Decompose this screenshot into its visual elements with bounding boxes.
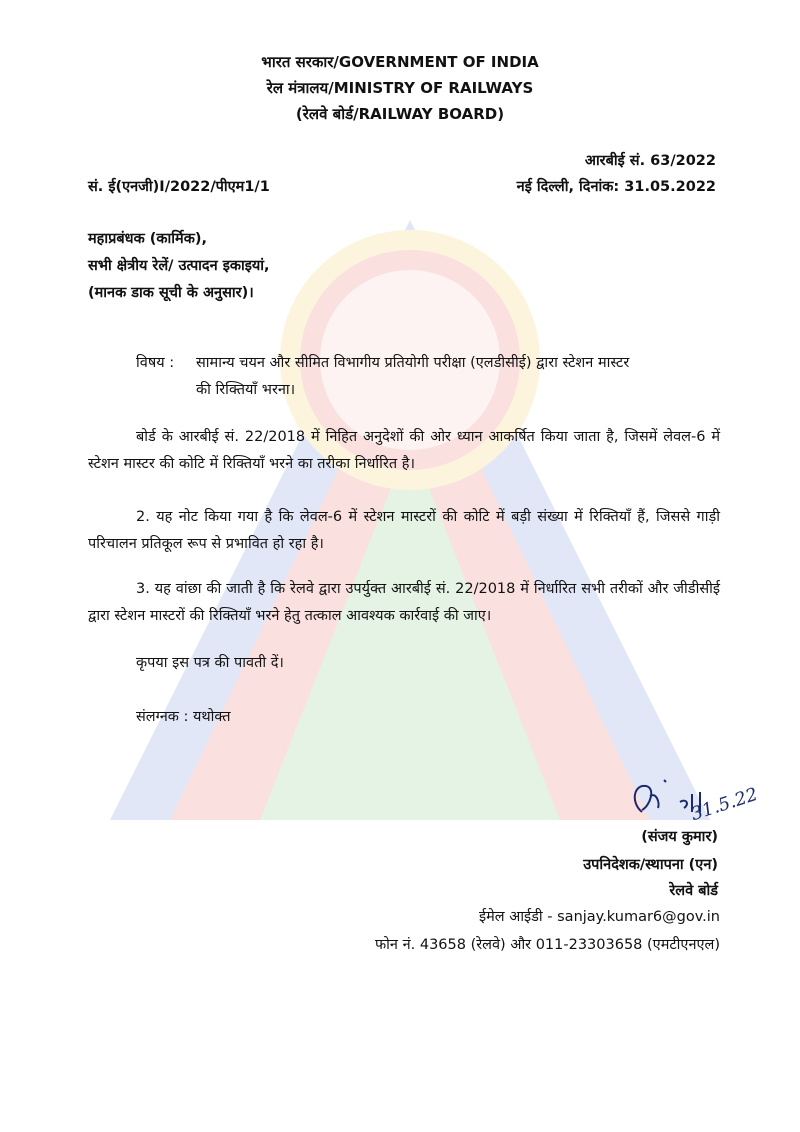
addressee-line-1: महाप्रबंधक (कार्मिक), [88, 231, 207, 247]
signatory-designation: उपनिदेशक/स्थापना (एन) [583, 857, 718, 873]
header-line-ministry: रेल मंत्रालय/MINISTRY OF RAILWAYS [266, 79, 534, 97]
rbe-number: आरबीई सं. 63/2022 [584, 153, 716, 169]
place-date: नई दिल्ली, दिनांक: 31.05.2022 [516, 179, 716, 195]
paragraph-3: 3. यह वांछा की जाती है कि रेलवे द्वारा उपर्युक्त आरबीई सं. 22/2018 में निर्धारित सभी तरीकों और जीडीसीई द्वारा स्टेशन मास्टरों की रिक्तियाँ भरने हेतु तत्काल आवश्यक कार्रवाई की जाए। [88, 581, 720, 624]
paragraph-1: बोर्ड के आरबीई सं. 22/2018 में निहित अनुदेशों की ओर ध्यान आकर्षित किया जाता है, जिसमें लेवल-6 में स्टेशन मास्टर की कोटि में रिक्तियाँ भरने का तरीका निर्धारित है। [88, 429, 720, 472]
addressee-line-2: सभी क्षेत्रीय रेलें/ उत्पादन इकाइयां, [88, 258, 270, 274]
addressee-line-3: (मानक डाक सूची के अनुसार)। [88, 285, 254, 301]
header-line-board: (रेलवे बोर्ड/RAILWAY BOARD) [295, 105, 505, 123]
signatory-phone: फोन नं. 43658 (रेलवे) और 011-23303658 (एमटीएनएल) [374, 937, 720, 953]
header-line-government: भारत सरकार/GOVERNMENT OF INDIA [261, 53, 539, 71]
handwritten-date: 31.5.22 [688, 783, 761, 826]
paragraph-4: कृपया इस पत्र की पावती दें। [136, 655, 284, 671]
subject-label: विषय : [136, 355, 175, 371]
signatory-office: रेलवे बोर्ड [669, 883, 718, 899]
file-number: सं. ई(एनजी)I/2022/पीएम1/1 [88, 179, 270, 195]
signatory-email: ईमेल आईडी - sanjay.kumar6@gov.in [479, 909, 720, 925]
subject-line-1: सामान्य चयन और सीमित विभागीय प्रतियोगी परीक्षा (एलडीसीई) द्वारा स्टेशन मास्टर [196, 355, 630, 371]
subject-line-2: की रिक्तियाँ भरना। [196, 382, 296, 398]
paragraph-2: 2. यह नोट किया गया है कि लेवल-6 में स्टेशन मास्टरों की कोटि में बड़ी संख्या में रिक्तियाँ हैं, जिससे गाड़ी परिचालन प्रतिकूल रूप से प्रभावित हो रहा है। [88, 509, 720, 552]
enclosure-note: संलग्नक : यथोक्त [136, 709, 231, 725]
signatory-name: (संजय कुमार) [641, 829, 718, 845]
